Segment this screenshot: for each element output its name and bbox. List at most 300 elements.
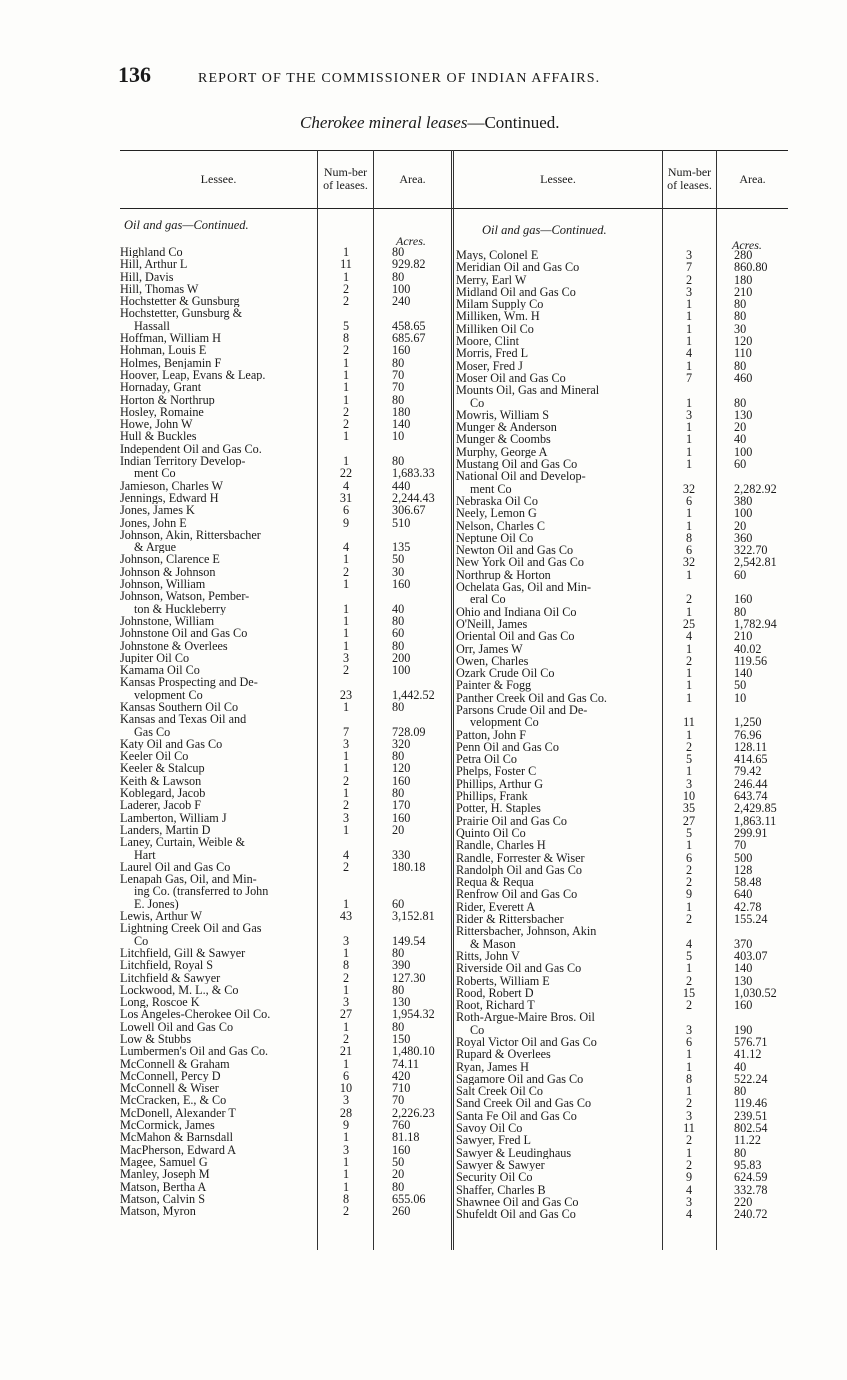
lease-area xyxy=(374,529,392,541)
table-row xyxy=(120,517,451,529)
table-row xyxy=(456,1134,788,1146)
lease-area: 80 xyxy=(392,1179,405,1194)
table-row xyxy=(120,394,451,406)
table-row xyxy=(120,1008,451,1020)
table-row xyxy=(456,569,788,581)
lease-area: 80 xyxy=(392,786,405,801)
table-row xyxy=(120,799,451,811)
lease-area: 80 xyxy=(392,749,405,764)
lease-area xyxy=(716,704,734,716)
table-row xyxy=(120,836,451,848)
lessee-name: Security Oil Co xyxy=(456,1171,533,1184)
table-row xyxy=(120,959,451,971)
lease-area: 60 xyxy=(734,457,747,472)
table-row xyxy=(456,433,788,445)
lessee-name: Shawnee Oil and Gas Co xyxy=(456,1195,579,1209)
lease-count: 1 xyxy=(342,355,350,370)
lease-count: 1 xyxy=(685,604,693,619)
lessee-name: Matson, Bertha A xyxy=(120,1180,207,1193)
lease-area: 576.71 xyxy=(734,1035,768,1049)
lease-count: 1 xyxy=(342,552,350,567)
table-row xyxy=(456,1048,788,1060)
lessee-name: Sawyer, Fred L xyxy=(456,1134,531,1147)
lease-count: 1 xyxy=(685,666,693,681)
lease-area: 380 xyxy=(734,493,753,508)
table-row xyxy=(120,258,451,270)
table-row xyxy=(120,849,451,861)
lease-count: 6 xyxy=(342,503,350,518)
lessee-name: Highland Co xyxy=(120,246,183,259)
table-row xyxy=(120,381,451,393)
lessee-name: Milam Supply Co xyxy=(456,298,544,311)
lease-count xyxy=(662,470,716,482)
running-head: REPORT OF THE COMMISSIONER OF INDIAN AFFAIRS. xyxy=(198,71,601,86)
lease-count: 2 xyxy=(342,970,350,985)
lease-area: 40.02 xyxy=(734,641,762,656)
lessee-name: Lamberton, William J xyxy=(120,811,227,824)
lease-count: 2 xyxy=(342,417,350,432)
lease-count: 11 xyxy=(683,715,695,730)
lessee-name: McCormick, James xyxy=(120,1119,215,1132)
lease-count: 4 xyxy=(685,1207,693,1222)
lease-area: 160 xyxy=(392,773,411,788)
lease-count: 1 xyxy=(342,761,350,776)
lease-area: 80 xyxy=(734,395,747,410)
lease-area: 41.12 xyxy=(734,1047,762,1062)
lease-area: 135 xyxy=(392,540,411,555)
lease-count: 1 xyxy=(342,1130,350,1145)
lessee-name: Moser Oil and Gas Co xyxy=(456,371,566,385)
lease-area: 70 xyxy=(392,367,405,382)
lease-count: 1 xyxy=(342,613,350,628)
lease-count xyxy=(662,1011,716,1023)
table-row xyxy=(456,458,788,470)
lease-count: 1 xyxy=(342,822,350,837)
table-row xyxy=(456,643,788,655)
lease-area: 802.54 xyxy=(734,1121,768,1136)
lease-area: 220 xyxy=(734,1194,753,1209)
lease-area: 20 xyxy=(392,822,405,837)
lease-area: 3,152.81 xyxy=(392,909,435,924)
lease-count xyxy=(318,873,374,885)
lease-count: 25 xyxy=(682,616,696,631)
lease-area: 80 xyxy=(392,699,405,714)
table-row xyxy=(456,470,788,482)
lessee-name: Katy Oil and Gas Co xyxy=(120,737,223,751)
lease-count: 1 xyxy=(342,1167,350,1182)
lease-count: 27 xyxy=(339,1007,353,1022)
lessee-name: Riverside Oil and Gas Co xyxy=(456,962,582,975)
lessee-name: Keith & Lawson xyxy=(120,774,202,788)
lease-area: 100 xyxy=(392,281,411,296)
lease-count: 23 xyxy=(339,687,353,702)
lease-area: 306.67 xyxy=(392,503,426,518)
lease-area: 624.59 xyxy=(734,1170,768,1185)
lessee-name: Rood, Robert D xyxy=(456,986,534,1000)
table-row xyxy=(456,852,788,864)
table-row xyxy=(120,430,451,442)
lease-area: 460 xyxy=(734,370,753,385)
lessee-name: Rider, Everett A xyxy=(456,900,536,914)
lease-area: 80 xyxy=(734,358,747,373)
lease-area: 210 xyxy=(734,284,753,299)
lease-area: 240.72 xyxy=(734,1207,768,1222)
lessee-name: Orr, James W xyxy=(456,642,523,655)
table-row xyxy=(456,839,788,851)
lease-area: 420 xyxy=(392,1068,411,1083)
lease-area: 322.70 xyxy=(734,543,768,558)
lease-count: 3 xyxy=(685,248,693,262)
lessee-name: Jupiter Oil Co xyxy=(120,651,190,665)
lease-area: 127.30 xyxy=(392,970,426,985)
table-title-italic: Cherokee mineral leases xyxy=(300,113,468,132)
lease-area: 414.65 xyxy=(734,752,768,767)
lessee-name: Northrup & Horton xyxy=(456,568,551,582)
table-row xyxy=(120,1131,451,1143)
lease-area xyxy=(374,590,392,602)
table-row xyxy=(456,1097,788,1109)
lessee-name: Sagamore Oil and Gas Co xyxy=(456,1072,584,1086)
table-row xyxy=(456,888,788,900)
lease-count: 3 xyxy=(685,284,693,299)
lessee-name: Johnson, Akin, Rittersbacher xyxy=(120,528,261,542)
lessee-name: Hill, Thomas W xyxy=(120,282,199,296)
lessee-name: Kansas and Texas Oil and xyxy=(120,713,247,726)
lease-count: 8 xyxy=(685,1071,693,1086)
lessee-name: Owen, Charles xyxy=(456,654,529,668)
lessee-name: Litchfield, Royal S xyxy=(120,959,214,972)
table-row xyxy=(120,1094,451,1106)
lease-area: 160 xyxy=(734,592,753,607)
lessee-name: Holmes, Benjamin F xyxy=(120,356,222,369)
lease-count: 7 xyxy=(342,724,350,739)
lessee-name: Sawyer & Leudinghaus xyxy=(456,1146,572,1159)
lessee-name: Lewis, Arthur W xyxy=(120,910,203,923)
lease-area: 500 xyxy=(734,850,753,865)
lease-count: 1 xyxy=(685,567,693,582)
lessee-name: Mays, Colonel E xyxy=(456,249,539,262)
lease-count: 1 xyxy=(342,245,350,259)
lessee-name: Shaffer, Charles B xyxy=(456,1183,546,1196)
table-row xyxy=(120,664,451,676)
lease-area: 130 xyxy=(734,973,753,988)
lease-area: 11.22 xyxy=(734,1133,761,1148)
lease-count: 1 xyxy=(685,1059,693,1074)
lease-count: 3 xyxy=(342,995,350,1010)
lease-area: 160 xyxy=(392,343,411,358)
lessee-name: Nelson, Charles C xyxy=(456,519,546,532)
lease-area: 390 xyxy=(392,958,411,973)
lessee-name: Newton Oil and Gas Co xyxy=(456,544,574,557)
lease-area: 685.67 xyxy=(392,331,426,346)
lessee-name: Savoy Oil Co xyxy=(456,1122,523,1135)
header-lessee-right: Lessee. xyxy=(540,171,576,186)
table-row xyxy=(120,1045,451,1057)
lease-area: 332.78 xyxy=(734,1182,768,1197)
lessee-name: Hill, Arthur L xyxy=(120,258,188,271)
lease-count: 10 xyxy=(339,1081,353,1096)
lessee-name: Hassall xyxy=(134,319,170,333)
lessee-name: Gas Co xyxy=(134,725,171,738)
table-row xyxy=(456,1011,788,1023)
lease-area: 80 xyxy=(392,355,405,370)
lessee-name: Renfrow Oil and Gas Co xyxy=(456,888,578,901)
lease-area xyxy=(716,925,734,937)
lease-count: 4 xyxy=(685,346,693,361)
lease-area xyxy=(716,581,734,593)
lessee-name: Oriental Oil and Gas Co xyxy=(456,630,575,643)
lessee-name: Keeler Oil Co xyxy=(120,750,189,763)
lease-area: 210 xyxy=(734,629,753,644)
lease-count: 2 xyxy=(685,1133,693,1148)
lessee-name: New York Oil and Gas Co xyxy=(456,556,584,569)
lease-area: 929.82 xyxy=(392,257,426,272)
lessee-name: Johnson & Johnson xyxy=(120,565,216,579)
lease-area: 2,429.85 xyxy=(734,801,777,816)
lease-area: 50 xyxy=(392,552,405,567)
lease-area: 80 xyxy=(392,245,405,259)
lessee-name: Munger & Coombs xyxy=(456,433,551,446)
lease-area xyxy=(374,836,392,848)
lease-count: 7 xyxy=(685,370,693,385)
lease-count: 3 xyxy=(342,736,350,751)
lessee-name: Rittersbacher, Johnson, Akin xyxy=(456,925,597,938)
lessee-name: Neely, Lemon G xyxy=(456,507,537,520)
lease-count: 4 xyxy=(342,847,350,862)
table-row xyxy=(120,972,451,984)
lease-area: 119.56 xyxy=(734,653,768,668)
lease-count: 1 xyxy=(685,444,693,459)
lessee-name: & Argue xyxy=(134,541,177,554)
lease-count: 1 xyxy=(342,269,350,284)
lease-area: 1,863.11 xyxy=(734,813,777,828)
lease-count: 2 xyxy=(342,343,350,358)
lease-area: 280 xyxy=(734,248,753,262)
lease-count: 2 xyxy=(685,1157,693,1172)
lease-area: 60 xyxy=(734,567,747,582)
lease-count: 1 xyxy=(685,690,693,705)
lessee-name: Shufeldt Oil and Gas Co xyxy=(456,1208,576,1221)
lease-count: 1 xyxy=(685,395,693,410)
lease-area: 403.07 xyxy=(734,948,768,963)
lease-count: 1 xyxy=(685,334,693,349)
lease-count: 2 xyxy=(685,653,693,668)
lease-count: 11 xyxy=(340,257,352,272)
lease-area: 50 xyxy=(392,1154,405,1169)
table-row xyxy=(120,676,451,688)
lease-count: 1 xyxy=(342,1154,350,1169)
lease-area: 522.24 xyxy=(734,1071,768,1086)
lease-area: 95.83 xyxy=(734,1157,762,1172)
lease-count: 2 xyxy=(685,272,693,287)
lease-count: 3 xyxy=(685,776,693,791)
lessee-name: ment Co xyxy=(134,467,176,480)
lease-area: 360 xyxy=(734,530,753,545)
lease-area: 60 xyxy=(392,896,405,911)
lease-count: 32 xyxy=(682,555,696,570)
lease-area: 2,282.92 xyxy=(734,481,777,496)
lessee-name: Hosley, Romaine xyxy=(120,405,204,419)
lease-area: 1,250 xyxy=(734,715,762,730)
lease-area: 1,782.94 xyxy=(734,616,777,631)
lease-area: 1,442.52 xyxy=(392,687,435,702)
lease-area: 100 xyxy=(734,506,753,521)
lease-area: 1,480.10 xyxy=(392,1044,435,1059)
lessee-name: Randle, Charles H xyxy=(456,839,546,852)
lease-area xyxy=(374,873,392,885)
lease-area: 2,244.43 xyxy=(392,490,435,505)
lease-count: 1 xyxy=(685,727,693,742)
lessee-name: Petra Oil Co xyxy=(456,753,517,766)
lease-count xyxy=(318,713,374,725)
lessee-name: Matson, Myron xyxy=(120,1205,196,1218)
lessee-name: Meridian Oil and Gas Co xyxy=(456,261,580,274)
left-column xyxy=(120,246,451,1217)
lease-area: 10 xyxy=(734,690,747,705)
lease-count: 2 xyxy=(342,798,350,813)
lease-area: 128 xyxy=(734,862,753,877)
lease-area: 74.11 xyxy=(392,1056,419,1071)
lease-area: 76.96 xyxy=(734,727,762,742)
lessee-name: Hill, Davis xyxy=(120,270,174,283)
lease-count xyxy=(318,307,374,319)
lessee-name: Horton & Northrup xyxy=(120,393,215,406)
lease-count: 3 xyxy=(685,1194,693,1209)
lessee-name: Lumbermen's Oil and Gas Co. xyxy=(120,1045,269,1058)
lease-count: 5 xyxy=(685,825,693,840)
right-column xyxy=(456,249,788,1220)
lease-count: 6 xyxy=(685,1035,693,1049)
lease-area: 299.91 xyxy=(734,825,768,840)
table-row xyxy=(456,261,788,273)
lessee-name: Penn Oil and Gas Co xyxy=(456,740,559,754)
lessee-name: MacPherson, Edward A xyxy=(120,1143,237,1156)
lessee-name: Salt Creek Oil Co xyxy=(456,1085,543,1098)
lease-area: 80 xyxy=(392,454,405,469)
lease-area xyxy=(374,713,392,725)
lease-count: 1 xyxy=(685,1145,693,1160)
lease-count: 27 xyxy=(682,813,696,828)
lease-area: 70 xyxy=(392,380,405,395)
lease-count: 1 xyxy=(342,626,350,641)
lease-count: 43 xyxy=(339,909,353,924)
lessee-name: Hochstetter, Gunsburg & xyxy=(120,307,243,320)
table-row xyxy=(120,578,451,590)
lease-area: 330 xyxy=(392,847,411,862)
lease-area: 860.80 xyxy=(734,260,768,275)
table-row xyxy=(120,824,451,836)
lease-count: 1 xyxy=(342,392,350,407)
lease-count: 2 xyxy=(342,1032,350,1046)
lease-count: 2 xyxy=(685,1096,693,1111)
lease-area: 81.18 xyxy=(392,1130,420,1145)
lease-count: 1 xyxy=(342,749,350,764)
lease-area: 42.78 xyxy=(734,899,762,914)
lessee-name: & Mason xyxy=(470,937,516,950)
table-row xyxy=(120,885,451,897)
lease-count: 1 xyxy=(685,518,693,533)
lease-area: 1,954.32 xyxy=(392,1007,435,1022)
table-title xyxy=(300,113,560,133)
lease-count: 1 xyxy=(685,358,693,373)
lessee-name: National Oil and Develop- xyxy=(456,470,586,483)
lessee-name: Co xyxy=(470,1023,485,1036)
lease-area: 170 xyxy=(392,798,411,813)
lease-count: 2 xyxy=(685,912,693,927)
lessee-name: Milliken, Wm. H xyxy=(456,310,540,323)
lease-count: 3 xyxy=(685,407,693,422)
lease-area: 643.74 xyxy=(734,789,768,804)
table-row xyxy=(120,701,451,713)
lessee-name: Howe, John W xyxy=(120,418,193,431)
lease-count: 6 xyxy=(685,493,693,508)
lease-count: 1 xyxy=(685,1047,693,1062)
lease-area: 120 xyxy=(392,761,411,776)
lease-area: 155.24 xyxy=(734,912,768,927)
lease-count: 4 xyxy=(685,936,693,951)
table-title-continued: —Continued. xyxy=(467,113,560,132)
lease-count xyxy=(318,590,374,602)
lessee-name: Lenapah Gas, Oil, and Min- xyxy=(120,873,257,886)
lease-count: 1 xyxy=(342,454,350,469)
lessee-name: Hornaday, Grant xyxy=(120,381,202,394)
table-row xyxy=(120,873,451,885)
lease-count: 9 xyxy=(685,1170,693,1185)
lease-area: 80 xyxy=(734,297,747,312)
lessee-name: Ritts, John V xyxy=(456,949,520,963)
lease-count: 5 xyxy=(685,948,693,963)
lessee-name: Hochstetter & Gunsburg xyxy=(120,295,240,308)
table-row xyxy=(456,962,788,974)
lease-area xyxy=(716,384,734,396)
lessee-name: Roth-Argue-Maire Bros. Oil xyxy=(456,1011,595,1024)
table-row xyxy=(120,1181,451,1193)
lease-area xyxy=(374,676,392,688)
header-lessee-left: Lessee. xyxy=(200,171,237,186)
header-number-right: Num-ber of leases. xyxy=(667,165,712,192)
lessee-name: McCracken, E., & Co xyxy=(120,1094,227,1107)
lease-area: 70 xyxy=(734,838,747,853)
lessee-name: Kamama Oil Co xyxy=(120,664,200,677)
lessee-name: Painter & Fogg xyxy=(456,679,532,692)
lease-area: 130 xyxy=(392,995,411,1010)
lessee-name: Ozark Crude Oil Co xyxy=(456,667,555,680)
lease-area: 80 xyxy=(734,309,747,324)
page-header xyxy=(118,62,718,88)
page-number: 136 xyxy=(118,62,151,87)
lease-count: 1 xyxy=(685,961,693,976)
lease-count: 21 xyxy=(339,1044,353,1059)
lessee-name: McDonell, Alexander T xyxy=(120,1106,236,1120)
lessee-name: Litchfield & Sawyer xyxy=(120,971,221,984)
lease-area: 80 xyxy=(392,1019,405,1034)
lessee-name: Roberts, William E xyxy=(456,974,550,987)
lease-count: 2 xyxy=(685,973,693,988)
lease-count: 1 xyxy=(342,945,350,960)
lease-area: 30 xyxy=(734,321,747,336)
lessee-name: Milliken Oil Co xyxy=(456,322,534,336)
lessee-name: O'Neill, James xyxy=(456,617,528,631)
lease-area: 100 xyxy=(734,444,753,459)
lessee-name: Morris, Fred L xyxy=(456,347,529,360)
lease-count: 4 xyxy=(685,1182,693,1197)
lessee-name: Quinto Oil Co xyxy=(456,826,526,840)
table-row xyxy=(120,713,451,725)
lease-count: 15 xyxy=(682,985,696,1000)
lease-count: 1 xyxy=(342,601,350,616)
lease-count: 1 xyxy=(342,1056,350,1071)
lease-count: 2 xyxy=(342,773,350,788)
